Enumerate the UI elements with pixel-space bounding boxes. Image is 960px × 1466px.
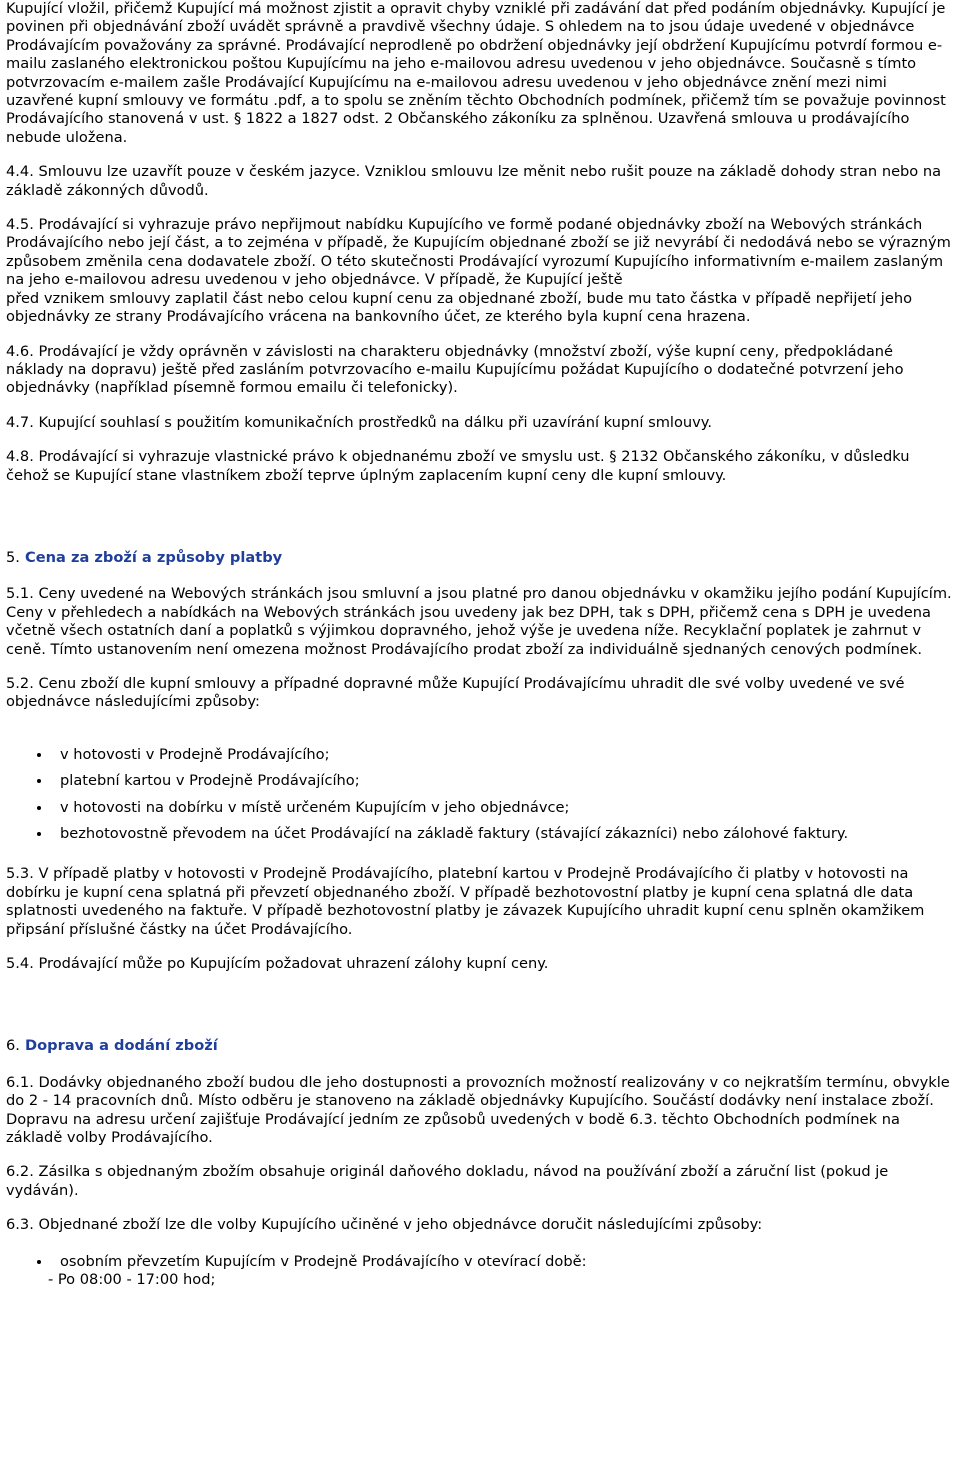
paragraph-5-3: 5.3. V případě platby v hotovosti v Prodejně Prodávajícího, platební kartou v Prodejně Prodávajícího či platby v hotovosti na dobírku je kupní cena splatná při převzetí objednaného zboží. V případě bezhotovostní platby je kupní cena splatná dle data splatnosti uvedeného na faktuře. V případě bezhotovostní platby je závazek Kupujícího uhradit kupní cenu splněn okamžikem připsání příslušné částky na účet Prodávajícího. bbox=[6, 865, 925, 938]
paragraph-4-6: 4.6. Prodávající je vždy oprávněn v závislosti na charakteru objednávky (množství zboží, výše kupní ceny, předpokládané náklady na dopravu) ještě před zasláním potvrzovacího e-mailu Kupujícímu požádat Kupujícího o dodatečné potvrzení jeho objednávky (například písemně formou emailu či telefonicky). bbox=[6, 342, 904, 397]
section-6-heading bbox=[6, 1037, 954, 1055]
list-item: • bezhotovostně převodem na účet Prodávající na základě faktury (stávající zákazníci) nebo zálohové faktury. bbox=[52, 825, 954, 843]
paragraph-5-2: 5.2. Cenu zboží dle kupní smlouvy a případné dopravné může Kupující Prodávajícímu uhradit dle své volby uvedené ve své objednávce následujícími způsoby: bbox=[6, 674, 905, 711]
paragraph-5-1: 5.1. Ceny uvedené na Webových stránkách jsou smluvní a jsou platné pro danou objednávku v okamžiku jejího podání Kupujícím. Ceny v přehledech a nabídkách na Webových stránkách jsou uvedeny jak bez DPH, tak s DPH, přičemž cena s DPH je uvedena včetně všech ostatních daní a poplatků s výjimkou dopravného, jehož výše je uvedena níže. Recyklační poplatek je zahrnut v ceně. Tímto ustanovením není omezena možnost Prodávajícího prodat zboží za individuálně sjednaných cenových podmínek. bbox=[6, 585, 952, 658]
section-5-title: Cena za zboží a způsoby platby bbox=[25, 548, 283, 566]
paragraph-6-2: 6.2. Zásilka s objednaným zbožím obsahuje originál daňového dokladu, návod na používání zboží a záruční list (pokud je vydáván). bbox=[6, 1163, 889, 1199]
list-item: • platební kartou v Prodejně Prodávajícího; bbox=[52, 772, 954, 790]
section-5-number: 5. bbox=[6, 548, 20, 566]
list-item: • v hotovosti v Prodejně Prodávajícího; bbox=[52, 746, 954, 764]
paragraph-6-3: 6.3. Objednané zboží lze dle volby Kupujícího učiněné v jeho objednávce doručit následujícími způsoby: bbox=[6, 1216, 763, 1234]
list-item-text: osobním převzetím Kupujícím v Prodejně Prodávajícího v otevírací době: bbox=[60, 1252, 587, 1270]
payment-methods-list bbox=[6, 746, 954, 844]
paragraph-5-4: 5.4. Prodávající může po Kupujícím požadovat uhrazení zálohy kupní ceny. bbox=[6, 955, 549, 973]
list-item: • v hotovosti na dobírku v místě určeném Kupujícím v jeho objednávce; bbox=[52, 799, 954, 817]
paragraph-4-8: 4.8. Prodávající si vyhrazuje vlastnické právo k objednanému zboží ve smyslu ust. § 2132 Občanského zákoníku, v důsledku čehož se Kupující stane vlastníkem zboží teprve úplným zaplacením kupní ceny dle kupní smlouvy. bbox=[6, 448, 910, 484]
paragraph-4-7: 4.7. Kupující souhlasí s použitím komunikačních prostředků na dálku při uzavírání kupní smlouvy. bbox=[6, 413, 712, 431]
paragraph-4-3: Kupující vložil, přičemž Kupující má možnost zjistit a opravit chyby vzniklé při zadávání dat před podáním objednávky. Kupující je povinen při objednávání zboží uvádět správně a pravdivě všechny údaje. S ohledem na to jsou údaje uvedené v objednávce Prodávajícím považovány za správné. Prodávající neprodleně po obdržení objednávky její obdržení Kupujícímu potvrdí formou e-mailu zaslaného elektronickou poštou Kupujícímu na jeho e-mailovou adresu uvedenou v jeho objednávce. Současně s tímto potvrzovacím e-mailem zašle Prodávající Kupujícímu na e-mailovou adresu uvedenou v jeho objednávce znění mezi nimi uzavřené kupní smlouvy ve formátu .pdf, a to spolu se zněním těchto Obchodních podmínek, přičemž tím se považuje povinnost Prodávajícího stanovená v ust. § 1822 a 1827 odst. 2 Občanského zákoníku za splněnou. Uzavřená smlouva u prodávajícího nebude uložena. bbox=[6, 0, 946, 146]
section-5-heading bbox=[6, 549, 954, 567]
paragraph-4-5: 4.5. Prodávající si vyhrazuje právo nepřijmout nabídku Kupujícího ve formě podané objednávky zboží na Webových stránkách Prodávajícího nebo její část, a to zejména v případě, že Kupujícím objednané zboží se již nevyrábí či nedodává nebo se výrazným způsobem změnila cena dodavatele zboží. O této skutečnosti Prodávající vyrozumí Kupujícího informativním e-mailem zaslaným na jeho e-mailovou adresu uvedenou v jeho objednávce. V případě, že Kupující ještě před vznikem smlouvy zaplatil část nebo celou kupní cenu za objednané zboží, bude mu tato částka v případě nepřijetí jeho objednávky ze strany Prodávajícího vrácena na bankovního účet, ze kterého byla kupní cena hrazena. bbox=[6, 216, 951, 326]
opening-hours: - Po 08:00 - 17:00 hod; bbox=[48, 1271, 216, 1289]
paragraph-4-4: 4.4. Smlouvu lze uzavřít pouze v českém jazyce. Vzniklou smlouvu lze měnit nebo rušit pouze na základě dohody stran nebo na základě zákonných důvodů. bbox=[6, 163, 942, 199]
list-item bbox=[48, 1252, 954, 1290]
section-6-title: Doprava a dodání zboží bbox=[25, 1037, 218, 1055]
section-6-number: 6. bbox=[6, 1037, 20, 1055]
paragraph-6-1: 6.1. Dodávky objednaného zboží budou dle jeho dostupnosti a provozních možností realizovány v co nejkratším termínu, obvykle do 2 - 14 pracovních dnů. Místo odběru je stanoveno na základě objednávky Kupujícího. Součástí dodávky není instalace zboží. Dopravu na adresu určení zajišťuje Prodávající jedním ze způsobů uvedených v bodě 6.3. těchto Obchodních podmínek na základě volby Prodávajícího. bbox=[6, 1073, 950, 1147]
delivery-methods-list bbox=[6, 1253, 954, 1290]
